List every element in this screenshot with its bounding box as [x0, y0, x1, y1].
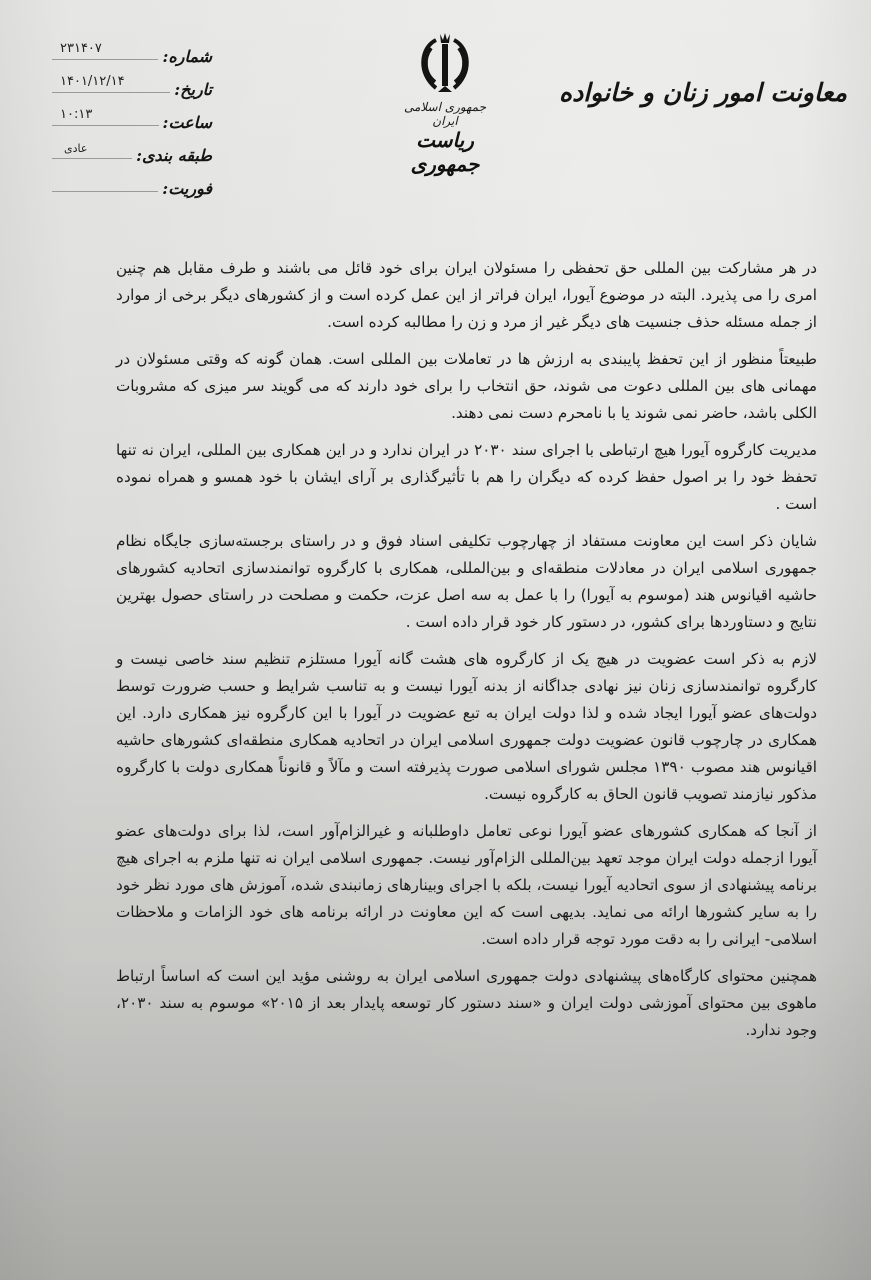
- body-paragraph: مدیریت کارگروه آیورا هیچ ارتباطی با اجرای سند ۲۰۳۰ در ایران ندارد و در این همکاری بین المللی، ایران نه تنها تحفظ خود را بر اصول حفظ کرده که دیگران را هم با تأثیرگذاری بر آرای ایشان با خود همسو و همراه نموده است .: [116, 441, 817, 513]
- body-paragraph: از آنجا که همکاری کشورهای عضو آیورا نوعی تعامل داوطلبانه و غیرالزام‌آور است، لذا برای دولت‌های عضو آیورا ازجمله دولت ایران موجد تعهد بین‌المللی الزام‌آور نیست. جمهوری اسلامی ایران نه تنها ملزم به اجرای هیچ برنامه پیشنهادی از سوی اتحادیه آیورا نیست، بلکه با اجرای وبینارهای زمانبندی شده، آموزش های مورد نظر خود را به سایر کشورها ارائه می نماید. بدیهی است که این معاونت در ارائه برنامه های خود الزامات و ملاحظات اسلامی- ایرانی را به دقت مورد توجه قرار داده است.: [116, 822, 817, 948]
- body-paragraph: در هر مشارکت بین المللی حق تحفظی را مسئولان ایران برای خود قائل می باشند و طرف مقابل هم چنین امری را می پذیرد. البته در موضوع آیورا، ایران فراتر از این عمل کرده است و از کشورهای دیگر برخی از موارد از جمله مسئله حذف جنسیت های دیگر غیر از مرد و زن را مطالبه کرده است.: [116, 259, 817, 331]
- organization-name: معاونت امور زنان و خانواده: [559, 78, 847, 107]
- letterhead-emblem: [390, 30, 500, 176]
- meta-date-value: ۱۴۰۱/۱۲/۱۴: [60, 74, 125, 89]
- meta-time-value: ۱۰:۱۳: [60, 107, 93, 122]
- body-paragraph: طبیعتاً منظور از این تحفظ پایبندی به ارزش ها در تعاملات بین المللی است. همان گونه که وقتی مسئولان در مهمانی های بین المللی دعوت می شوند، حق انتخاب را برای خود دارند که می گویند سر میزی که مشروبات الکلی باشد، حاضر نمی شوند یا با نامحرم دست نمی دهند.: [116, 350, 817, 422]
- letter-body: [116, 255, 817, 1054]
- meta-date-label: تاریخ:: [174, 80, 212, 99]
- body-paragraph: شایان ذکر است این معاونت مستفاد از چهارچوب تکلیفی اسناد فوق و در راستای برجسته‌سازی جایگاه نظام جمهوری اسلامی ایران در معادلات منطقه‌ای و بین‌المللی، همکاری با کارگروه توانمندسازی اتحادیه کشورهای حاشیه اقیانوس هند (موسوم به آیورا) را با عمل به سه اصل عزت، حکمت و مصلحت در راستای حصول بهترین نتایج و دستاوردها برای کشور، در دستور کار خود قرار داده است .: [116, 532, 817, 631]
- body-paragraph: لازم به ذکر است عضویت در هیچ یک از کارگروه های هشت گانه آیورا مستلزم تنظیم سند خاصی نیست و کارگروه توانمندسازی زنان نیز نهادی جداگانه از بدنه آیورا نیست و به تناسب شرایط و حسب ضرورت توسط دولت‌های عضو آیورا ایجاد شده و لذا دولت ایران به تبع عضویت در آیورا با این کارگروه نیز همکاری دارد. این همکاری در چارچوب قانون عضویت دولت جمهوری اسلامی ایران در اتحادیه همکاری منطقه‌ای کشورهای حاشیه اقیانوس هند مصوب ۱۳۹۰ مجلس شورای اسلامی صورت پذیرفته است و مآلاً و قانوناً همکاری دولت با کارگروه مذکور نیازمند تصویب قانون الحاق به کارگروه نیست.: [116, 650, 817, 803]
- emblem-caption-presidency: ریاست جمهوری: [410, 128, 480, 176]
- meta-number-value: ۲۳۱۴۰۷: [60, 41, 102, 56]
- body-paragraph: همچنین محتوای کارگاه‌های پیشنهادی دولت جمهوری اسلامی ایران به روشنی مؤید این است که اساساً ارتباط ماهوی بین محتوای آموزشی دولت ایران و «سند دستور کار توسعه پایدار بعد از ۲۰۱۵» موسوم به سند ۲۰۳۰، وجود ندارد.: [116, 967, 818, 1039]
- meta-number-label: شماره:: [162, 47, 212, 66]
- meta-classification: [52, 137, 212, 165]
- meta-urgency: [52, 170, 212, 198]
- meta-classification-label: طبقه بندی:: [136, 146, 212, 165]
- meta-urgency-label: فوریت:: [162, 179, 212, 198]
- meta-time-label: ساعت:: [162, 113, 212, 132]
- meta-number: [52, 38, 212, 66]
- meta-time: [52, 104, 212, 132]
- meta-date: [52, 71, 212, 99]
- iran-emblem-icon: [390, 30, 500, 96]
- letter-metadata: [52, 38, 212, 203]
- meta-classification-value: عادی: [64, 142, 88, 155]
- emblem-caption-country: جمهوری اسلامی ایران: [403, 100, 487, 128]
